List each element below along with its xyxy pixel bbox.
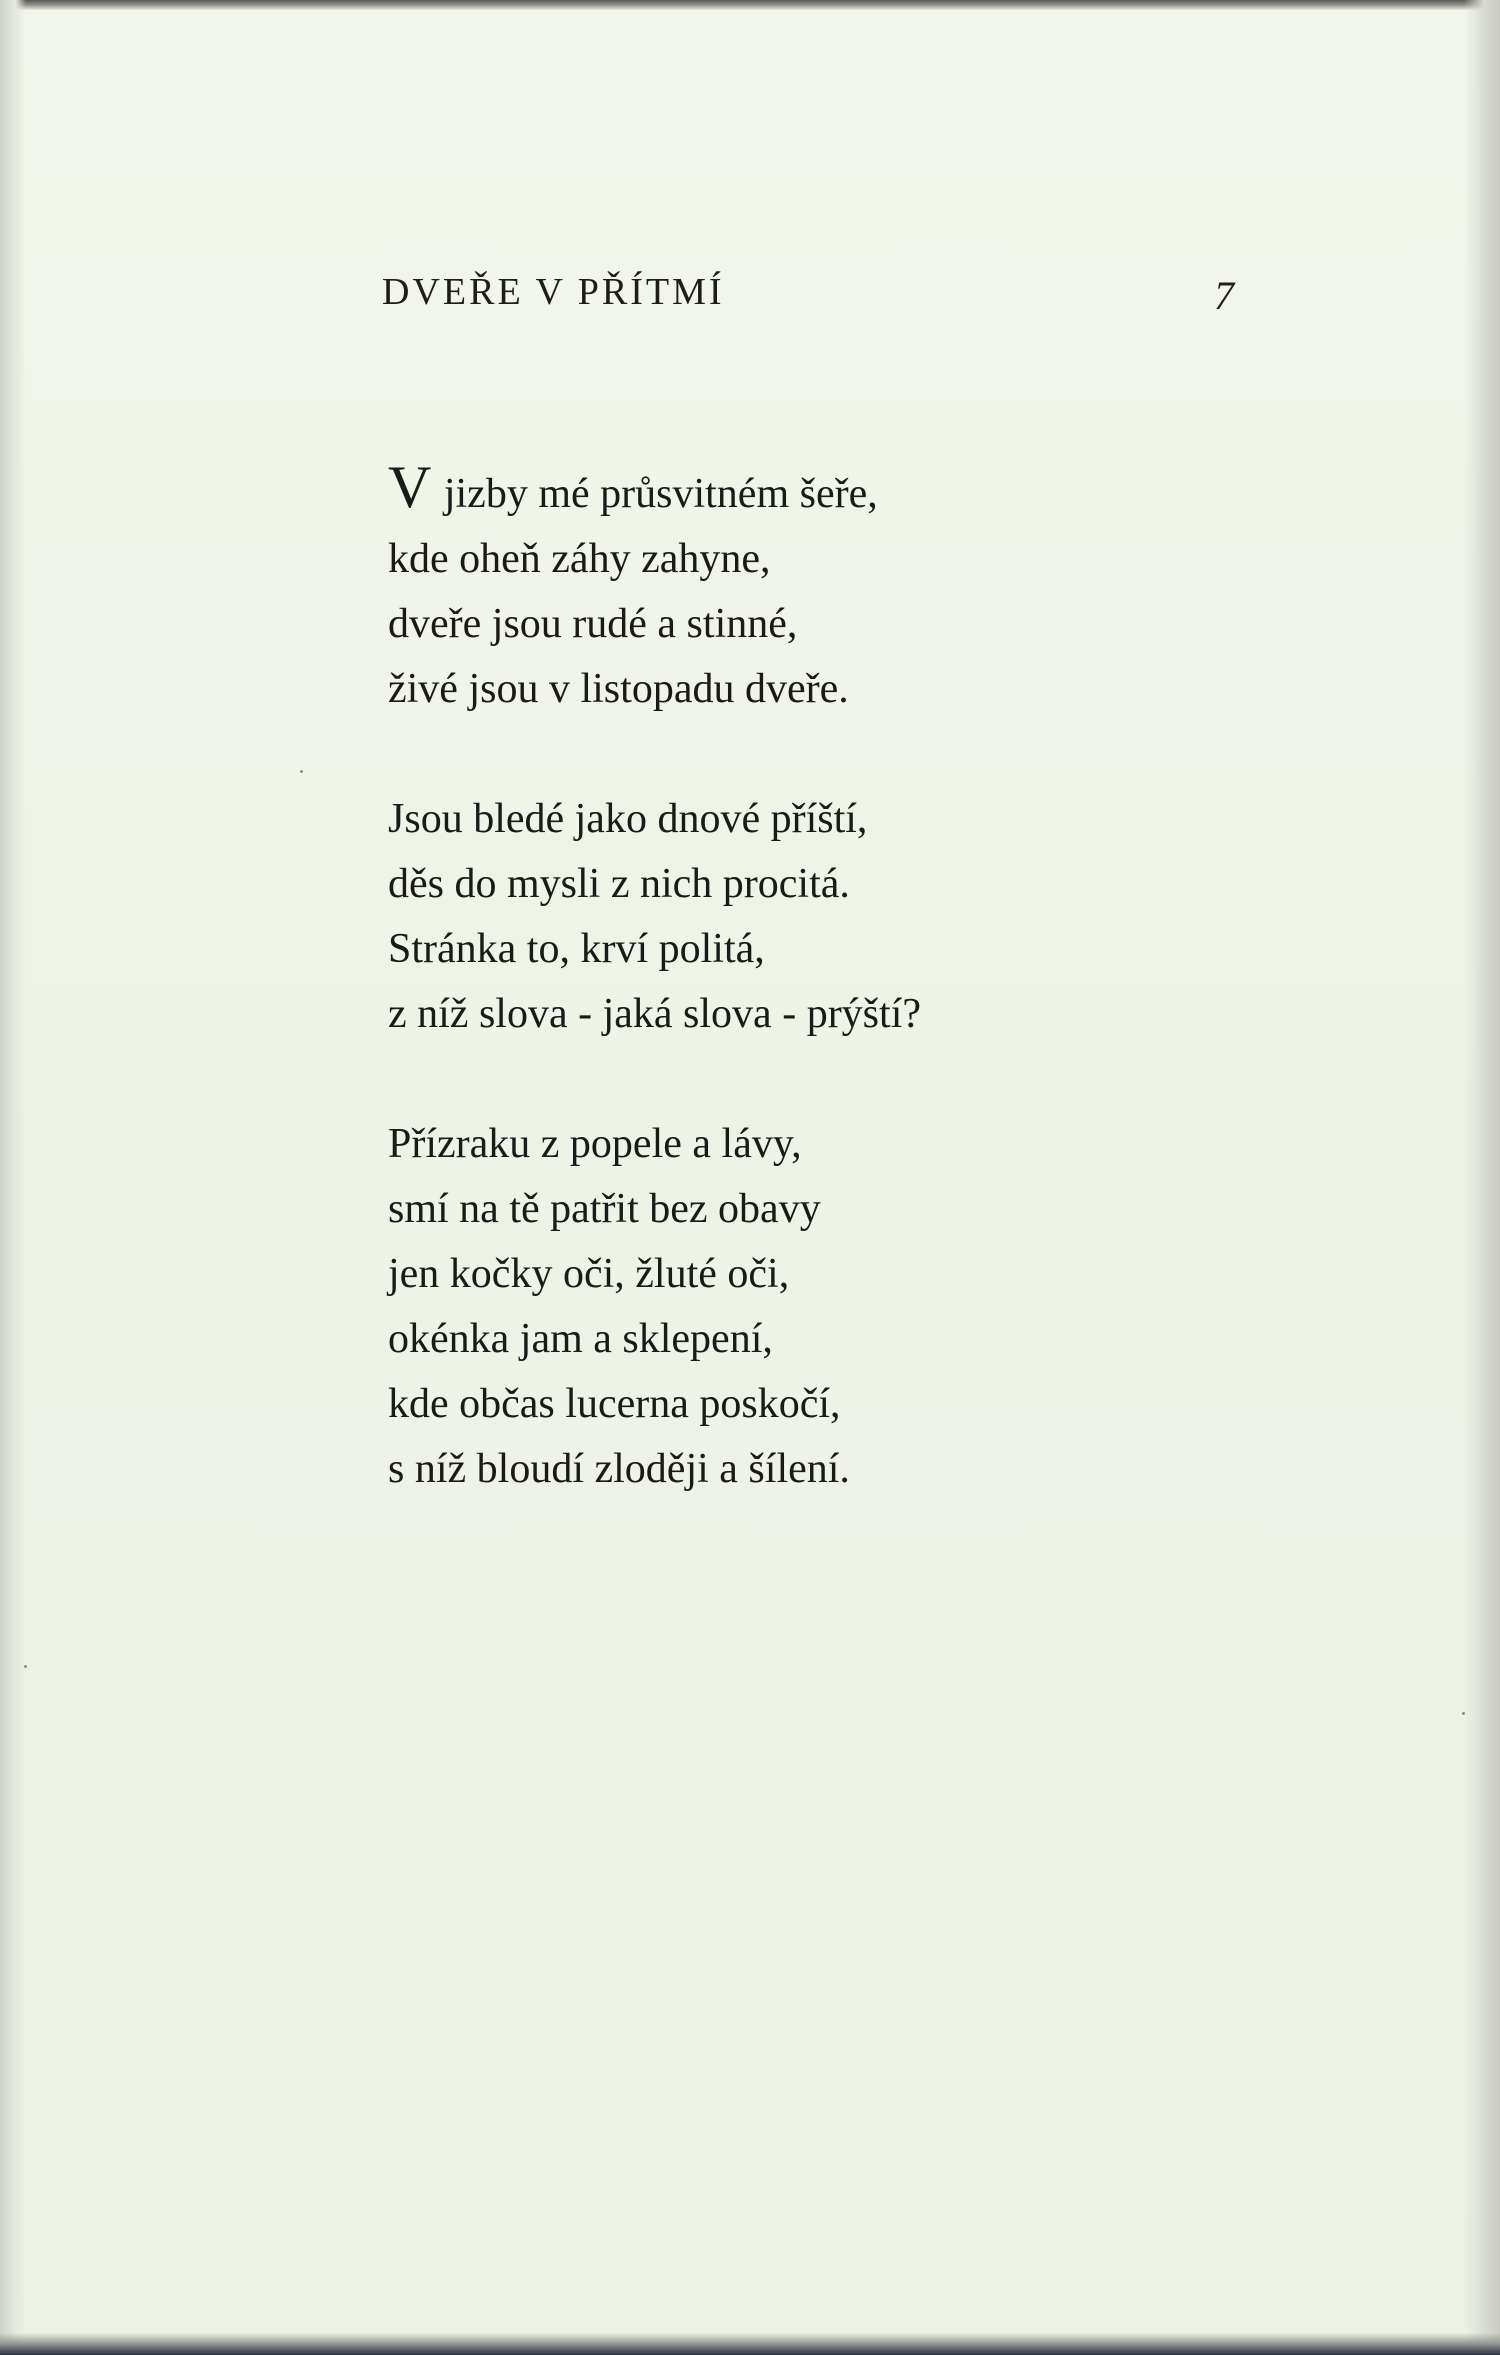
page-number: 7 [1214,273,1234,318]
poem [388,454,1188,1502]
page-bottom-edge [0,2333,1500,2355]
page-gutter-shadow [0,0,26,2355]
stanza-1 [388,454,1188,722]
stanza-2 [388,787,1188,1047]
poem-line: kde občas lucerna poskočí, [388,1381,841,1427]
poem-line: Jsou bledé jako dnové příští, [388,796,868,842]
poem-line [388,454,1188,527]
poem-line: smí na tě patřit bez obavy [388,1186,821,1232]
poem-line: Přízraku z popele a lávy, [388,1121,802,1167]
poem-line: z níž slova - jaká slova - prýští? [388,991,921,1037]
page-right-edge [1464,0,1500,2355]
poem-line: kde oheň záhy zahyne, [388,536,771,582]
running-head-title: DVEŘE V PŘÍTMÍ [382,271,725,313]
poem-line-text: jizby mé průsvitném šeře, [433,471,878,517]
poem-line: s níž bloudí zloději a šílení. [388,1446,850,1492]
paper-speck [1462,1712,1465,1715]
paper-speck [300,770,303,773]
paper-speck [24,1665,27,1668]
poem-line: Stránka to, krví politá, [388,926,765,972]
poem-line: dveře jsou rudé a stinné, [388,601,798,647]
poem-line: jen kočky oči, žluté oči, [388,1251,790,1297]
poem-line: živé jsou v listopadu dveře. [388,666,849,712]
drop-cap: V [388,454,434,520]
page-top-edge [0,0,1500,10]
poem-line: děs do mysli z nich procitá. [388,861,850,907]
stanza-3 [388,1112,1188,1502]
poem-line: okénka jam a sklepení, [388,1316,773,1362]
